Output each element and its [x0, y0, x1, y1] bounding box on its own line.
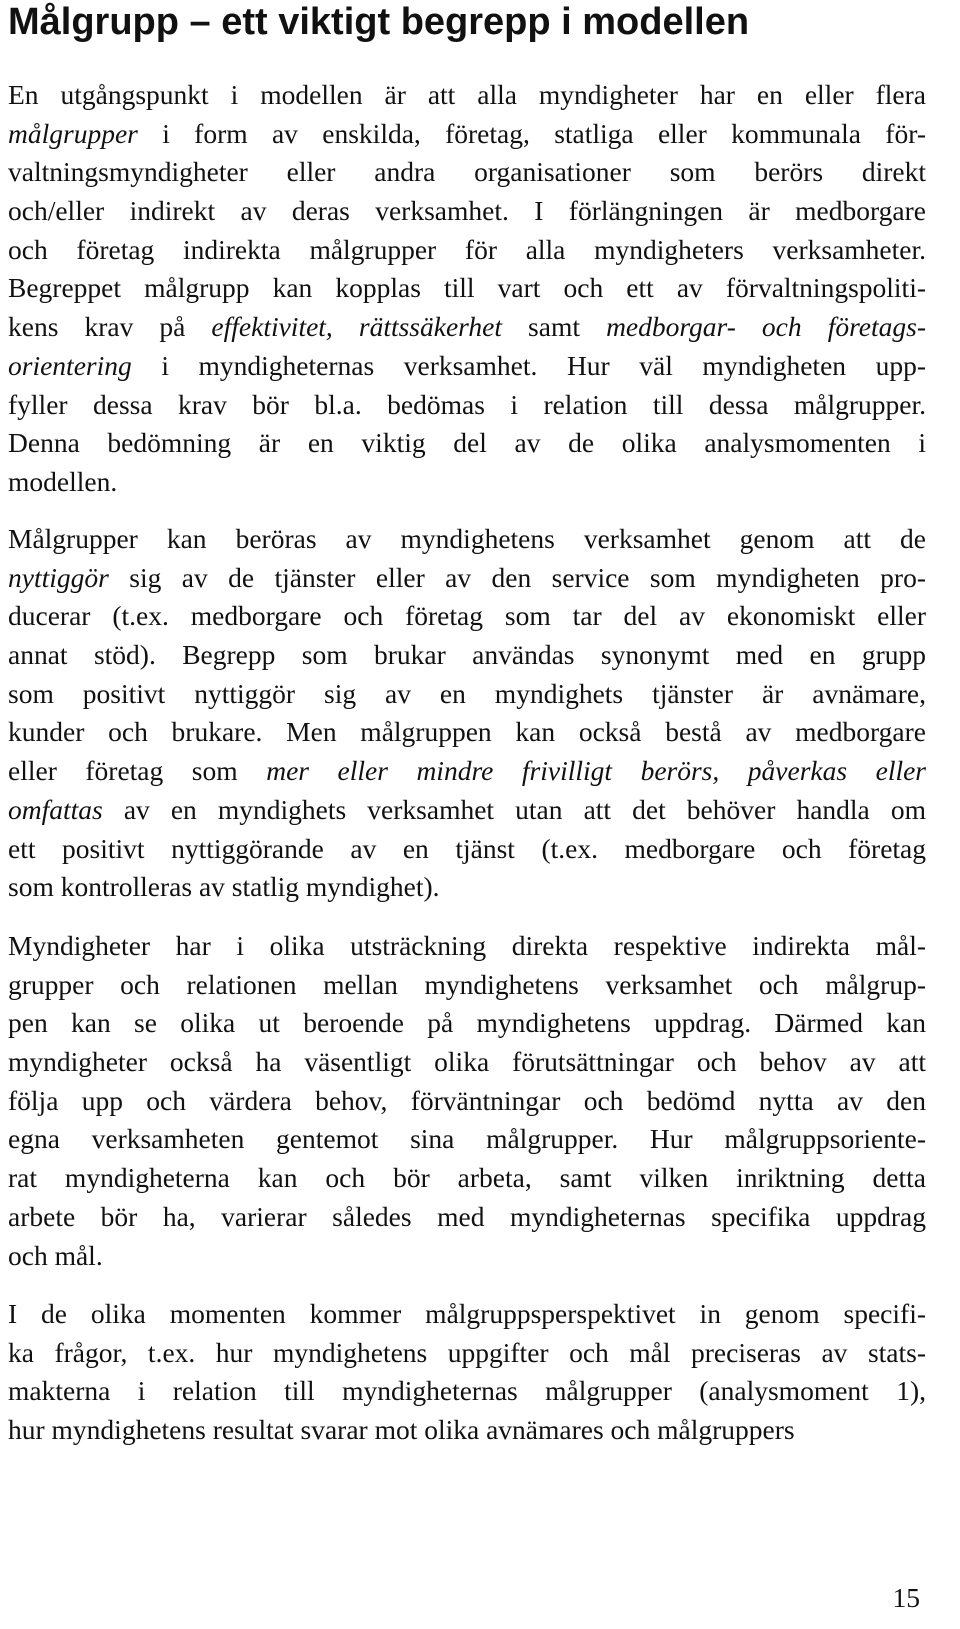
text-run: annat stöd). Begrepp som brukar användas synonymt med en grupp [8, 639, 926, 671]
italic-text-run: medborgar- och företags- [606, 311, 926, 343]
text-line [8, 520, 926, 559]
page-number: 15 [892, 1582, 920, 1613]
text-run: rat myndigheterna kan och bör arbeta, samt vilken inriktning detta [8, 1162, 926, 1194]
text-run: sig av de tjänster eller av den service som myndigheten pro- [108, 561, 926, 593]
text-run: samt [501, 311, 607, 343]
text-run: ett positivt nyttiggörande av en tjänst (t.ex. medborgare och företag [8, 832, 926, 864]
text-line [8, 675, 926, 714]
text-line [8, 1237, 926, 1276]
text-line [8, 597, 926, 636]
text-line [8, 347, 926, 386]
italic-text-run: orientering [8, 349, 132, 381]
text-line [8, 868, 926, 907]
text-run: och/eller indirekt av deras verksamhet. I förlängningen är medborgare [8, 195, 926, 227]
paragraph-1 [8, 76, 926, 502]
text-line [8, 752, 926, 791]
text-run: ducerar (t.ex. medborgare och företag som tar del av ekonomiskt eller [8, 600, 926, 632]
text-line [8, 1334, 926, 1373]
text-run: pen kan se olika ut beroende på myndighetens uppdrag. Därmed kan [8, 1007, 926, 1039]
text-run: kunder och brukare. Men målgruppen kan också bestå av medborgare [8, 716, 926, 748]
text-run: fyller dessa krav bör bl.a. bedömas i relation till dessa målgrupper. [8, 388, 926, 420]
text-line [8, 1411, 926, 1450]
text-line [8, 424, 926, 463]
text-run: modellen. [8, 465, 118, 497]
text-line [8, 231, 926, 270]
italic-text-run: nyttiggör [8, 561, 109, 593]
italic-text-run: effektivitet, rättssäkerhet [211, 311, 502, 343]
text-run: eller företag som [8, 755, 267, 787]
text-run: ka frågor, t.ex. hur myndighetens uppgifter och mål preciseras av stats- [8, 1336, 926, 1368]
text-line [8, 1082, 926, 1121]
text-line [8, 713, 926, 752]
text-run: arbete bör ha, varierar således med myndigheternas specifika uppdrag [8, 1200, 926, 1232]
text-run: Denna bedömning är en viktig del av de olika analysmomenten i [8, 427, 926, 459]
text-run: och företag indirekta målgrupper för alla myndigheters verksamheter. [8, 233, 926, 265]
text-line [8, 1043, 926, 1082]
paragraph-4 [8, 1295, 926, 1450]
text-run: Begreppet målgrupp kan kopplas till vart och ett av förvaltningspoliti- [8, 272, 926, 304]
text-line [8, 830, 926, 869]
text-line [8, 636, 926, 675]
paragraph-2 [8, 520, 926, 907]
text-line [8, 386, 926, 425]
text-run: som positivt nyttiggör sig av en myndighets tjänster är avnämare, [8, 677, 926, 709]
page-heading: Målgrupp – ett viktigt begrepp i modellen [8, 1, 750, 43]
italic-text-run: mer eller mindre frivilligt berörs, påverkas eller [266, 755, 927, 787]
text-run: Myndigheter har i olika utsträckning direkta respektive indirekta mål- [8, 930, 926, 961]
text-run: och mål. [8, 1239, 103, 1271]
text-line [8, 966, 926, 1005]
text-line [8, 927, 926, 966]
text-line [8, 1004, 926, 1043]
text-line [8, 559, 926, 598]
text-line [8, 463, 926, 502]
text-run: I de olika momenten kommer målgruppsperspektivet in genom specifi- [8, 1298, 926, 1329]
text-run: valtningsmyndigheter eller andra organisationer som berörs direkt [8, 156, 926, 188]
text-run: hur myndighetens resultat svarar mot olika avnämares och målgruppers [8, 1414, 795, 1446]
text-run: av en myndighets verksamhet utan att det behöver handla om [102, 793, 926, 825]
text-run: En utgångspunkt i modellen är att alla myndigheter har en eller flera [8, 79, 926, 110]
text-run: som kontrolleras av statlig myndighet). [8, 871, 440, 903]
text-line [8, 308, 926, 347]
text-run: Målgrupper kan beröras av myndighetens verksamhet genom att de [8, 523, 926, 554]
text-run: makterna i relation till myndigheternas målgrupper (analysmoment 1), [8, 1375, 926, 1407]
text-line [8, 1372, 926, 1411]
text-line [8, 76, 926, 115]
text-line [8, 153, 926, 192]
text-run: kens krav på [8, 311, 212, 343]
text-line [8, 1159, 926, 1198]
text-run: grupper och relationen mellan myndighetens verksamhet och målgrup- [8, 968, 926, 1000]
italic-text-run: målgrupper [8, 117, 138, 149]
text-line [8, 115, 926, 154]
text-line [8, 1120, 926, 1159]
text-run: egna verksamheten gentemot sina målgrupper. Hur målgruppsoriente- [8, 1123, 926, 1155]
text-line [8, 1295, 926, 1334]
text-line [8, 269, 926, 308]
text-line [8, 791, 926, 830]
text-run: följa upp och värdera behov, förväntningar och bedömd nytta av den [8, 1084, 926, 1116]
text-run: i myndigheternas verksamhet. Hur väl myndigheten upp- [131, 349, 926, 381]
italic-text-run: omfattas [8, 793, 103, 825]
text-line [8, 192, 926, 231]
paragraph-3 [8, 927, 926, 1275]
text-line [8, 1198, 926, 1237]
text-run: i form av enskilda, företag, statliga eller kommunala för- [137, 117, 926, 149]
text-run: myndigheter också ha väsentligt olika förutsättningar och behov av att [8, 1046, 926, 1078]
